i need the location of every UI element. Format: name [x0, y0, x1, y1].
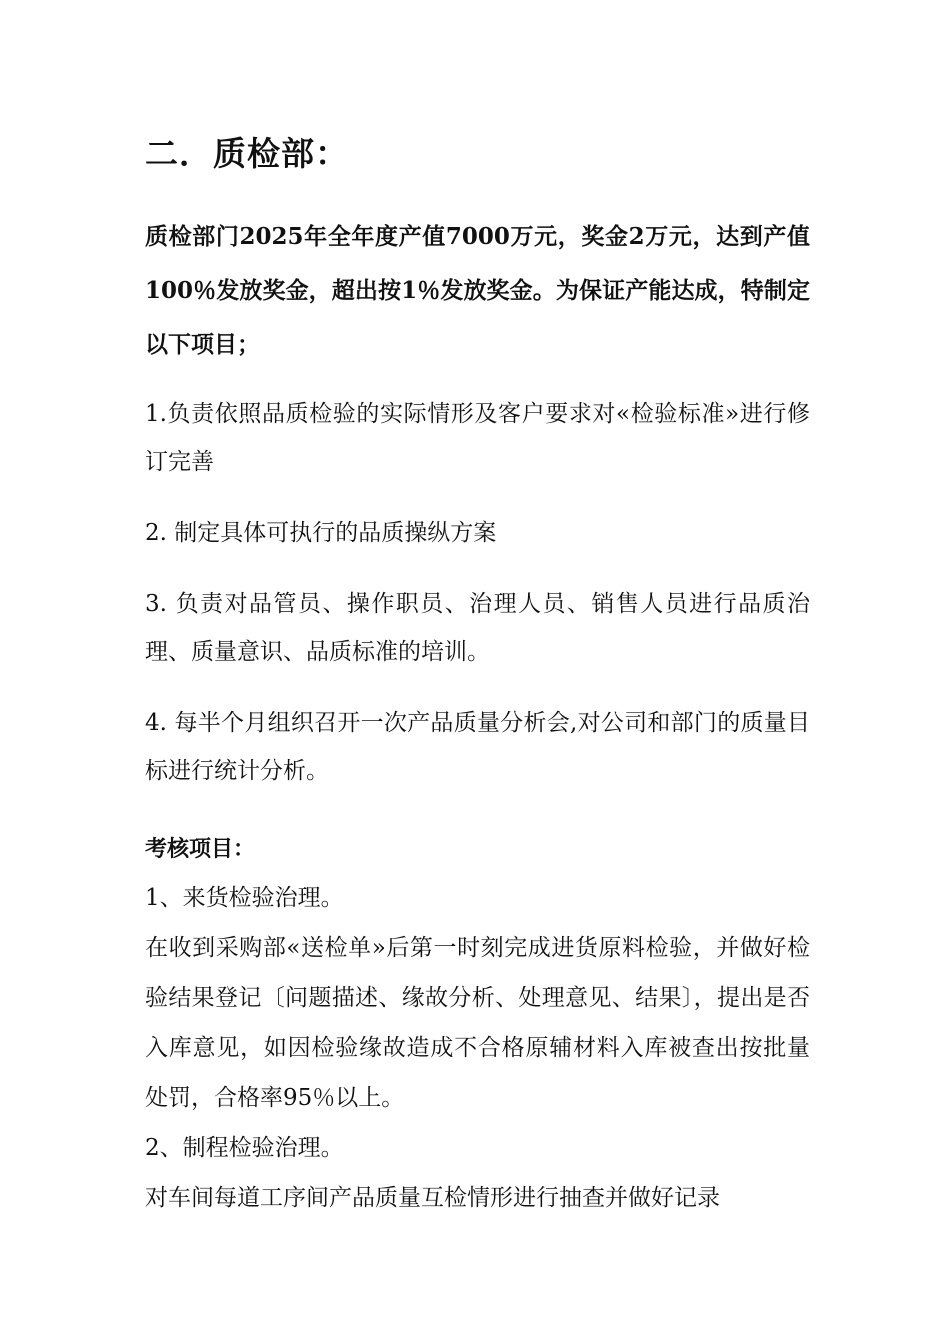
document-body [145, 128, 810, 1223]
assessment-item-1-body: 在收到采购部«送检单»后第一时刻完成进货原料检验，并做好检验结果登记〔问题描述、缘故分析、处理意见、结果〕，提出是否入库意见，如因检验缘故造成不合格原辅材料入库被查出按批量处罚，合格率95％以上。 [145, 935, 810, 1111]
list-item-1: 1.负责依照品质检验的实际情形及客户要求对«检验标准»进行修订完善 [145, 401, 810, 475]
assessment-title: 考核项目： [145, 836, 256, 862]
list-item-2: 2. 制定具体可执行的品质操纵方案 [145, 520, 497, 546]
section-heading: 二．质检部： [145, 134, 349, 173]
assessment-item-1-title: 1、来货检验治理。 [145, 885, 344, 911]
list-item-4: 4. 每半个月组织召开一次产品质量分析会,对公司和部门的质量目标进行统计分析。 [145, 710, 810, 784]
assessment-item-2-title: 2、制程检验治理。 [145, 1135, 344, 1161]
intro-paragraph: 质检部门2025年全年度产值7000万元，奖金2万元，达到产值100％发放奖金，超出按1％发放奖金。为保证产能达成，特制定以下项目； [145, 223, 810, 358]
assessment-item-2-body: 对车间每道工序间产品质量互检情形进行抽查并做好记录 [145, 1185, 720, 1211]
list-item-3: 3. 负责对品管员、操作职员、治理人员、销售人员进行品质治理、质量意识、品质标准的培训。 [145, 591, 810, 665]
